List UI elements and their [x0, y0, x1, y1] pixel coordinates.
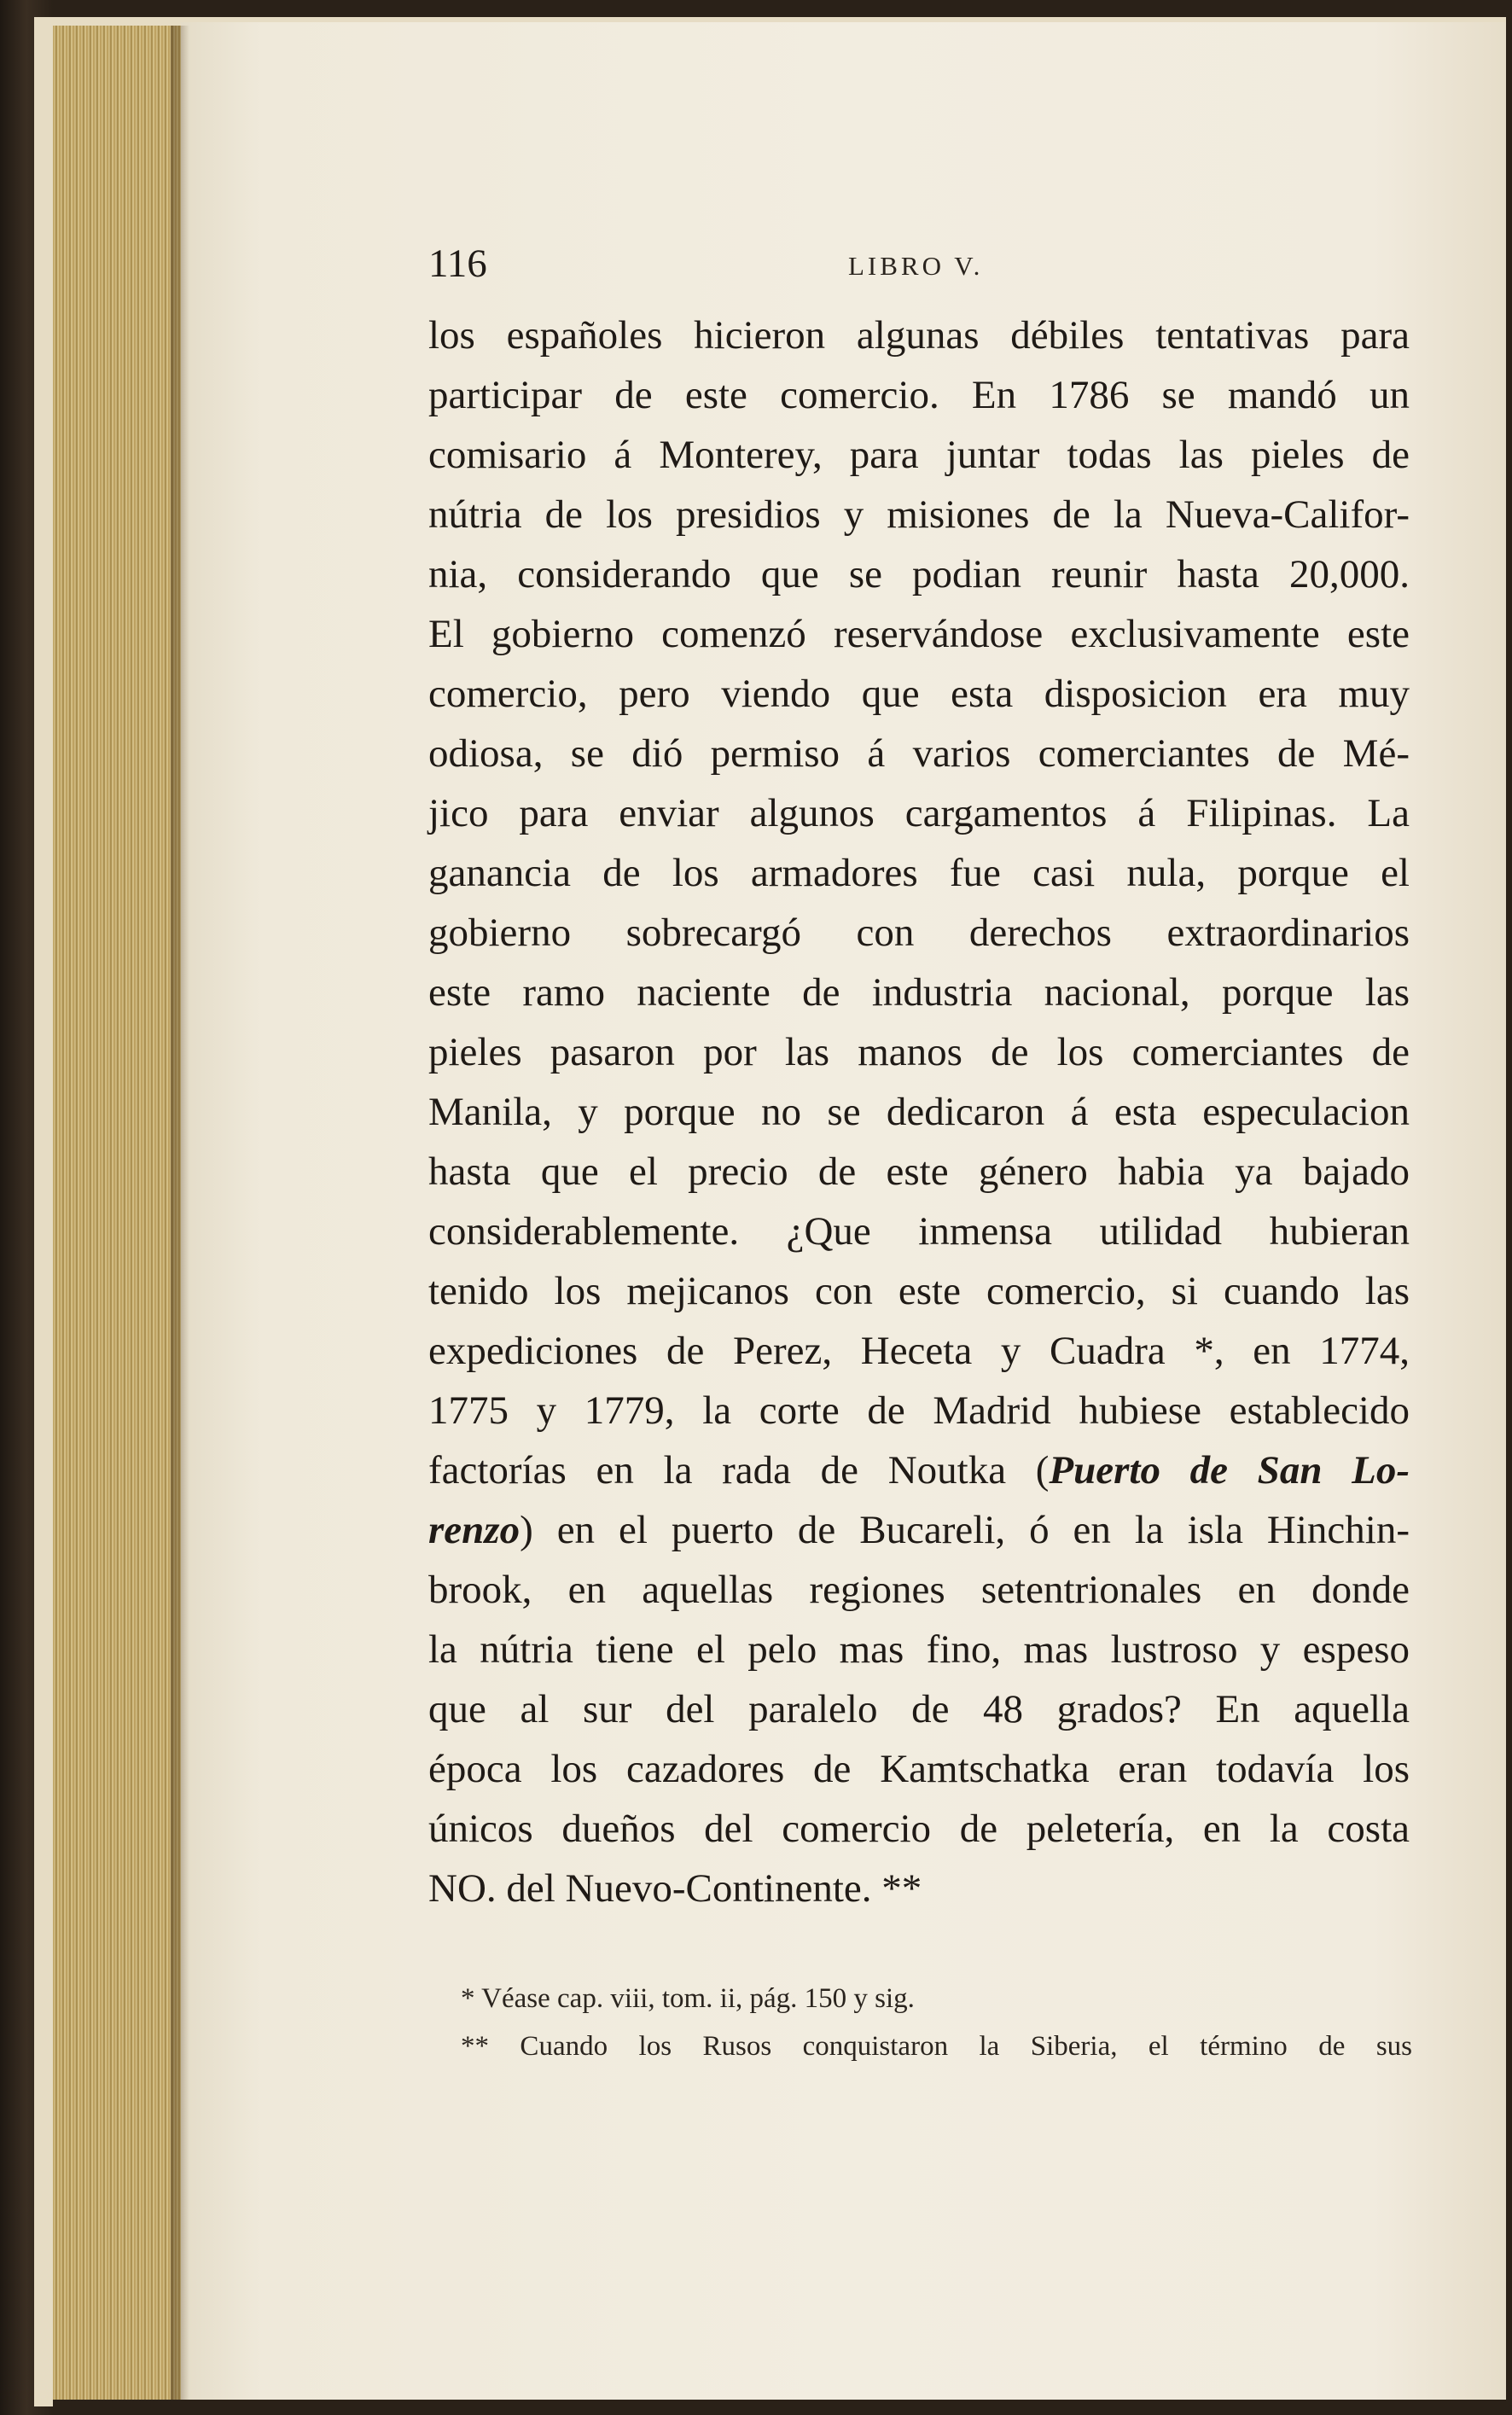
text-line [428, 1440, 1410, 1500]
text-line: tenido los mejicanos con este comercio, si cuando las [428, 1269, 1410, 1313]
text-line: nia, considerando que se podian reunir hasta 20,000. [428, 552, 1410, 596]
text-line: los españoles hicieron algunas débiles tentativas para [428, 313, 1410, 358]
text-line: este ramo naciente de industria nacional, porque las [428, 970, 1410, 1015]
text-line: que al sur del paralelo de 48 grados? En aquella [428, 1687, 1410, 1731]
text-line: 1775 y 1779, la corte de Madrid hubiese establecido [428, 1388, 1410, 1433]
text-line: únicos dueños del comercio de peletería, en la costa [428, 1807, 1410, 1851]
text-line: El gobierno comenzó reservándose exclusivamente este [428, 612, 1410, 656]
running-head [428, 241, 1418, 292]
footnote: ** Cuando los Rusos conquistaron la Siberia, el término de sus [461, 2031, 1412, 2062]
text-line: época los cazadores de Kamtschatka eran todavía los [428, 1747, 1410, 1791]
text-line: NO. del Nuevo-Continente. ** [428, 1866, 922, 1911]
text-line: la nútria tiene el pelo mas fino, mas lustroso y espeso [428, 1627, 1410, 1672]
text-line: nútria de los presidios y misiones de la Nueva-Califor- [428, 492, 1410, 537]
text-line: comisario á Monterey, para juntar todas las pieles de [428, 433, 1410, 477]
italic-run: Puerto de San Lo- [1049, 1448, 1410, 1493]
bottom-edge [53, 2400, 1512, 2415]
text-line: comercio, pero viendo que esta disposicion era muy [428, 672, 1410, 716]
text-line: brook, en aquellas regiones setentrionales en donde [428, 1568, 1410, 1612]
text-line: odiosa, se dió permiso á varios comerciantes de Mé- [428, 731, 1410, 776]
text-line: ganancia de los armadores fue casi nula, porque el [428, 851, 1410, 895]
footnote: * Véase cap. viii, tom. ii, pág. 150 y sig. [461, 1983, 915, 2014]
gutter-shadow [171, 26, 189, 2406]
text-line: considerablemente. ¿Que inmensa utilidad hubieran [428, 1209, 1410, 1254]
section-label: LIBRO V. [848, 251, 984, 281]
text-line: Manila, y porque no se dedicaron á esta especulacion [428, 1090, 1410, 1134]
text-line: pieles pasaron por las manos de los comerciantes de [428, 1030, 1410, 1074]
text-line: gobierno sobrecargó con derechos extraordinarios [428, 911, 1410, 955]
italic-run: renzo [428, 1508, 520, 1552]
gilt-page-edges [53, 26, 181, 2406]
text-line: jico para enviar algunos cargamentos á Filipinas. La [428, 791, 1410, 835]
text-run: factorías en la rada de Noutka ( [428, 1448, 1050, 1493]
text-line: expediciones de Perez, Heceta y Cuadra *, en 1774, [428, 1329, 1410, 1373]
body-text [428, 306, 1410, 1918]
text-line [428, 1500, 1410, 1560]
page-number: 116 [428, 242, 487, 286]
footnotes [461, 1975, 1412, 2070]
text-line: participar de este comercio. En 1786 se mandó un [428, 373, 1410, 417]
text-run: ) en el puerto de Bucareli, ó en la isla Hinchin- [520, 1508, 1410, 1552]
text-line: hasta que el precio de este género habia ya bajado [428, 1149, 1410, 1194]
